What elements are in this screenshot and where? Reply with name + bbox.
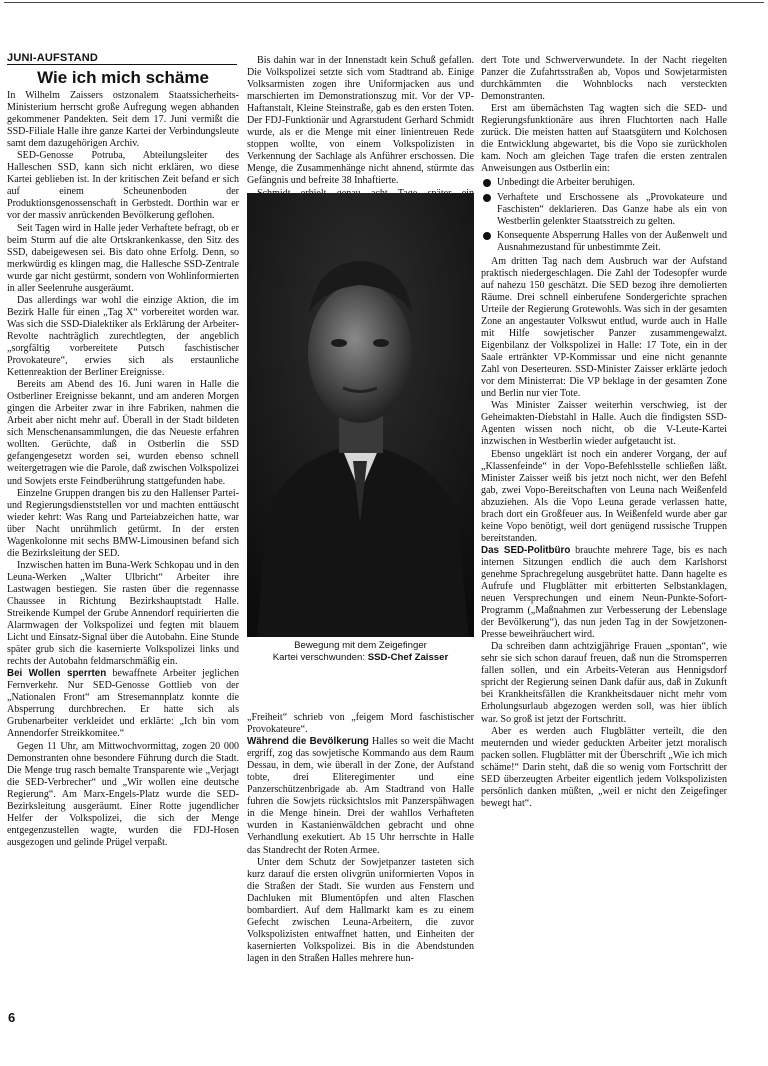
paragraph: Aber es werden auch Flugblätter verteilt, die den meuternden und wieder geduckten Arbeiter jetzt moralisch packen sollen. Flugblätter mit der Überschrift „Wie ich mich schäme!“ Darin steht, daß die so wenig vom Fortschritt der SED überzeugten Arbeiter eigentlich jedem Volkspolizisten persönlich danken müßten, „weil er nicht den Zeigefinger bewegt hat“. [481,725,727,809]
section-rule [7,64,237,65]
headline: Wie ich mich schäme [37,68,209,87]
subheading: Das SED-Politbüro [481,544,571,556]
column-2 [247,55,474,212]
bullet-text: Verhaftete und Erschossene als „Provokateure und Faschisten“ deklarieren. Das Ganze habe als ein von Westberlin gelenkter Staatsstreich zu gelten. [497,191,727,227]
paragraph: Da schreiben dann achtzigjährige Frauen „spontan“, wie sehr sie sich schon darauf freuen, daß nun die Stromsperren fallen sollen, und ein Arbeits-Veteran aus Hennigsdorf spricht der Regierung seinen Dank dafür aus, daß in Zukunft bei Krankheitsfällen die Krankheitsdauer nicht mehr vom Erholungsurlaub abgezogen werden soll, was hier üblich war. So groß ist jetzt der Fortschritt. [481,641,727,725]
paragraph-text: brauchte mehrere Tage, bis es nach internen Sitzungen endlich die auch dem Karlshorst genehme Sprachregelung ausgebrütet hatte. Dann hagelte es Aufrufe und Flugblätter mit erbitterten Selbstanklagen, neuen Versprechungen und einem Neun-Punkte-Sofort-Programm („Maßnahmen zur Verbesserung der Lebenslage der Bevölkerung“), das nun jeden Tag in der Sowjetzonen-Presse beweihräuchert wird. [481,544,728,641]
paragraph: „Freiheit“ schrieb von „feigem Mord faschistischer Provokateure“. [247,712,474,736]
paragraph: Inzwischen hatten im Buna-Werk Schkopau und in den Leuna-Werken „Walter Ulbricht“ Arbeiter ihre Lastwagen bestiegen. Sie rasten über die regennasse Chaussee in Richtung Bezirkshauptstadt Halle. Streikende Kumpel der Grube Annendorf requirierten die Alarmwagen der Volkspolizei und fegten mit blauem Licht und Einsatz-Signal über die Autobahn. Eine Stunde später grub sich die kasernierte Volkspolizei links und rechts der Autobahn feldmarschmäßig ein. [7,559,239,668]
photo-caption [247,640,474,664]
portrait-photo [247,193,474,637]
paragraph: In Wilhelm Zaissers ostzonalem Staatssicherheits-Ministerium herrscht große Aufregung wegen abhanden gekommener Pandekten. Seit dem 17. Juni vermißt die SSD-Filiale Halle ihre ganze Kartei der Verbindungsleute samt dem dazugehörigen Archiv. [7,90,239,150]
bullet-text: Unbedingt die Arbeiter beruhigen. [497,177,635,189]
paragraph: Bis dahin war in der Innenstadt kein Schuß gefallen. Die Volkspolizei setzte sich vom Stadtrand ab. Einige Volksarmisten zogen ihre Uniformjacken aus und marschierten im Demonstrationszug mit. Vor der VP-Haftanstalt, Kleine Steinstraße, gab es den ersten Toten. Der FDJ-Funktionär und Agrarstudent Gerhard Schmidt wurde, als er die Menge mit einer linientreuen Rede stoppen wollte, von einem Volkspolizisten in Verkennung der Sachlage als Anführer erschossen. Die Menge, die Zusammenhänge nicht ahnend, stürmte das Gefängnis und befreite 38 Inhaftierte. [247,55,474,187]
bullet-item [481,192,727,228]
caption-line-1: Bewegung mit dem Zeigefinger [294,640,427,651]
caption-line-2 [247,652,474,664]
bullet-icon [483,194,491,202]
bullet-list [481,177,727,253]
paragraph [7,668,239,740]
paragraph: Erst am übernächsten Tag wagten sich die SED- und Regierungsfunktionäre aus ihren Fluchtorten nach Halle zurück. Die meisten hatten auf Staatsgütern und Kolchosen die Entwicklung abgewartet, bis die Vopo sie zurückholen kam. Noch am gleichen Tage trafen die ersten zentralen Anweisungen aus Ostberlin ein: [481,103,727,175]
page-number: 6 [8,1010,16,1025]
bullet-icon [483,179,491,187]
paragraph: Gegen 11 Uhr, am Mittwochvormittag, zogen 20 000 Demonstranten ohne besondere Führung durch die Stadt. Die Menge trug rasch bemalte Transparente wie „Verjagt die SED-Verbrecher“ und „Wir wollen eine deutsche Regierung“. Am Marx-Engels-Platz wurde die SED-Bezirksleitung ausgeräumt. Einer Rotte jugendlicher Helfer der Volkspolizei, die sich der Menge entgegenzustellen wagte, wurden die FDJ-Hosen ausgezogen und gelinde Prügel verpaßt. [7,740,239,848]
column-2-bottom [247,712,474,965]
paragraph: Das allerdings war wohl die einzige Aktion, die im Bezirk Halle für einen „Tag X“ vorbereitet worden war. Was sich die SSD-Dialektiker als Erklärung der Arbeiter-Revolte nachträglich zurechtlegten, der angeblich „sorgfältig vorbereitete Putsch faschistischer Provokateure“, erwies sich als erstaunliche Kettenreaktion der Berliner Ereignisse. [7,294,239,379]
subheading: Während die Bevölkerung [247,736,369,748]
paragraph: Am dritten Tag nach dem Ausbruch war der Aufstand praktisch niedergeschlagen. Die Zahl der Todesopfer wurde auf nahezu 150 geschätzt. Die SED bezog ihre demolierten Räume. Drei schnell einberufene Sondergerichte sprachen Urteile der Regierung Grotewohls. Was sich in der gesamten Zone an angestauter Volkswut entlud, wurde auch in Halle mit Hilfe sowjetischer Panzer zusammengewalzt. Eigenbilanz der Volkspolizei in Halle: 17 Tote, ein in der Saale ertränkter VP-Kommissar und eine nicht genannte Zahl von Deserteuren. SSD-Minister Zaisser erklärte jedoch vor dem Ministerrat: Die VP beklage in der gesamten Zone und Berlin nur vier Tote. [481,255,727,400]
caption-bold: SSD-Chef Zaisser [367,652,449,663]
paragraph [481,545,727,641]
bullet-text: Konsequente Absperrung Halles von der Außenwelt und Ausnahmezustand für unbestimmte Zeit. [497,229,727,253]
paragraph: SED-Genosse Potruba, Abteilungsleiter des Halleschen SSD, kann sich nicht erklären, wo diese Kartei geblieben ist. In der kritischen Zeit befand er sich auf einem Scheunenboden der Produktionsgenossenschaft in Gerbstedt. Dorthin war er vor der massiv anrückenden Bevölkerung geflohen. [7,150,239,222]
column-3 [481,55,727,810]
paragraph: Ebenso ungeklärt ist noch ein anderer Vorgang, der auf „Klassenfeinde“ in der Vopo-Befehlsstelle schließen läßt. Minister Zaisser weiß bis jetzt noch nicht, wer den Befehl gab, zwei Vopo-Bereitschaften von Leuna nach Weißenfeld abzuziehen. Als die Vopo Leuna gerade verlassen hatte, brach dort ein Großfeuer aus. In Weißenfeld wurde aber gar keine Vopo benötigt, weil dort genügend russische Truppen bereitstanden. [481,448,727,544]
portrait-illustration [247,193,474,637]
paragraph-text: bewaffnete Arbeiter jeglichen Fernverkehr. Nur SED-Genosse Gottlieb von der „Nationalen Front“ am Stresemannplatz konnte die Absperrung durchbrechen. Er hatte sich als Grubenarbeiter verkleidet und erklärte: „Ich bin vom Annendorfer Streikkomitee.“ [7,668,239,740]
caption-text: Kartei verschwunden: [272,652,366,663]
top-rule [4,2,764,3]
section-label: JUNI-AUFSTAND [7,52,99,64]
paragraph: Seit Tagen wird in Halle jeder Verhaftete befragt, ob er beim Sturm auf die alte Ortskrankenkasse, den Sitz des SSD, dabeigewesen sei. Bis dato ohne Erfolg. Denn, so merkwürdig es klingen mag, die Hallesche SSD-Zentrale wurde gar nicht gestürmt, sondern von Wohlinformierten in aller Seelenruhe ausgeräumt. [7,222,239,294]
paragraph: dert Tote und Schwerverwundete. In der Nacht riegelten Panzer die Zufahrtsstraßen ab, Vopos und Sowjetarmisten durchkämmten die Wohnblocks nach versteckten Demonstranten. [481,55,727,103]
paragraph: Unter dem Schutz der Sowjetpanzer tasteten sich kurz darauf die ersten olivgrün uniformierten Vopos in die Straßen der Stadt. Sie wurden aus Fenstern und Dachluken mit Blumentöpfen und alten Flaschen bombardiert. Auf dem Hallmarkt kam es zu einem Gefecht zwischen Leuna-Arbeitern, die zuvor Volkspolizisten entwaffnet hatten, und Einheiten der kasernierten Volkspolizei. Bis in die Abendstunden lagen in den Straßen Halles mehrere hun- [247,856,474,964]
paragraph-text: Halles so weit die Macht ergriff, zog das sowjetische Kommando aus dem Raum Dessau, in dem, wie überall in der Zone, der Aufstand tobte, drei Eliteregimenter und eine Panzerschützenbrigade ab. Am Stadtrand von Halle fuhren die Sowjets rücksichtslos mit Panzerspähwagen in die Menge hinein. Drei der wahllos Verhafteten wurden in Kastanienwäldchen gebracht und ohne Verhandlung exekutiert. Ab 15 Uhr herrschte in Halle das Standrecht der Roten Armee. [247,736,474,856]
paragraph: Einzelne Gruppen drangen bis zu den Hallenser Partei- und Regierungsdienststellen vor und machten enttäuscht wieder kehrt: Was Rang und Parteiabzeichen hatte, war über Nacht unrühmlich getürmt. In der ersten Wagenkolonne mit sechs BMW-Limousinen befand sich die Bezirksleitung der SED. [7,487,239,559]
bullet-icon [483,232,491,240]
paragraph [247,736,474,856]
bullet-item [481,177,727,189]
bullet-item [481,230,727,254]
paragraph: Bereits am Abend des 16. Juni waren in Halle die Ostberliner Ereignisse bekannt, und am anderen Morgen gingen die Arbeiter zwar in ihre Fabriken, nahmen die Arbeit aber nicht mehr auf. Überall in der Stadt bildeten sich Menschenansammlungen, die das Neueste erfahren wollten. Gerüchte, daß in Ostberlin die SSD gefangengesetzt worden sei, wurden ebenso schnell weitergetragen wie die Parole, daß zwischen Volkspolizei und Sowjets erste Feindberührung stattgefunden habe. [7,379,239,487]
subheading: Bei Wollen sperrten [7,668,107,680]
paragraph: Was Minister Zaisser weiterhin verschwieg, ist der Geheimakten-Diebstahl in Halle. Auch die findigsten SSD-Agenten wissen noch nicht, ob die V-Leute-Kartei inzwischen in Westberlin wieder aufgetaucht ist. [481,400,727,448]
column-1 [7,90,239,849]
